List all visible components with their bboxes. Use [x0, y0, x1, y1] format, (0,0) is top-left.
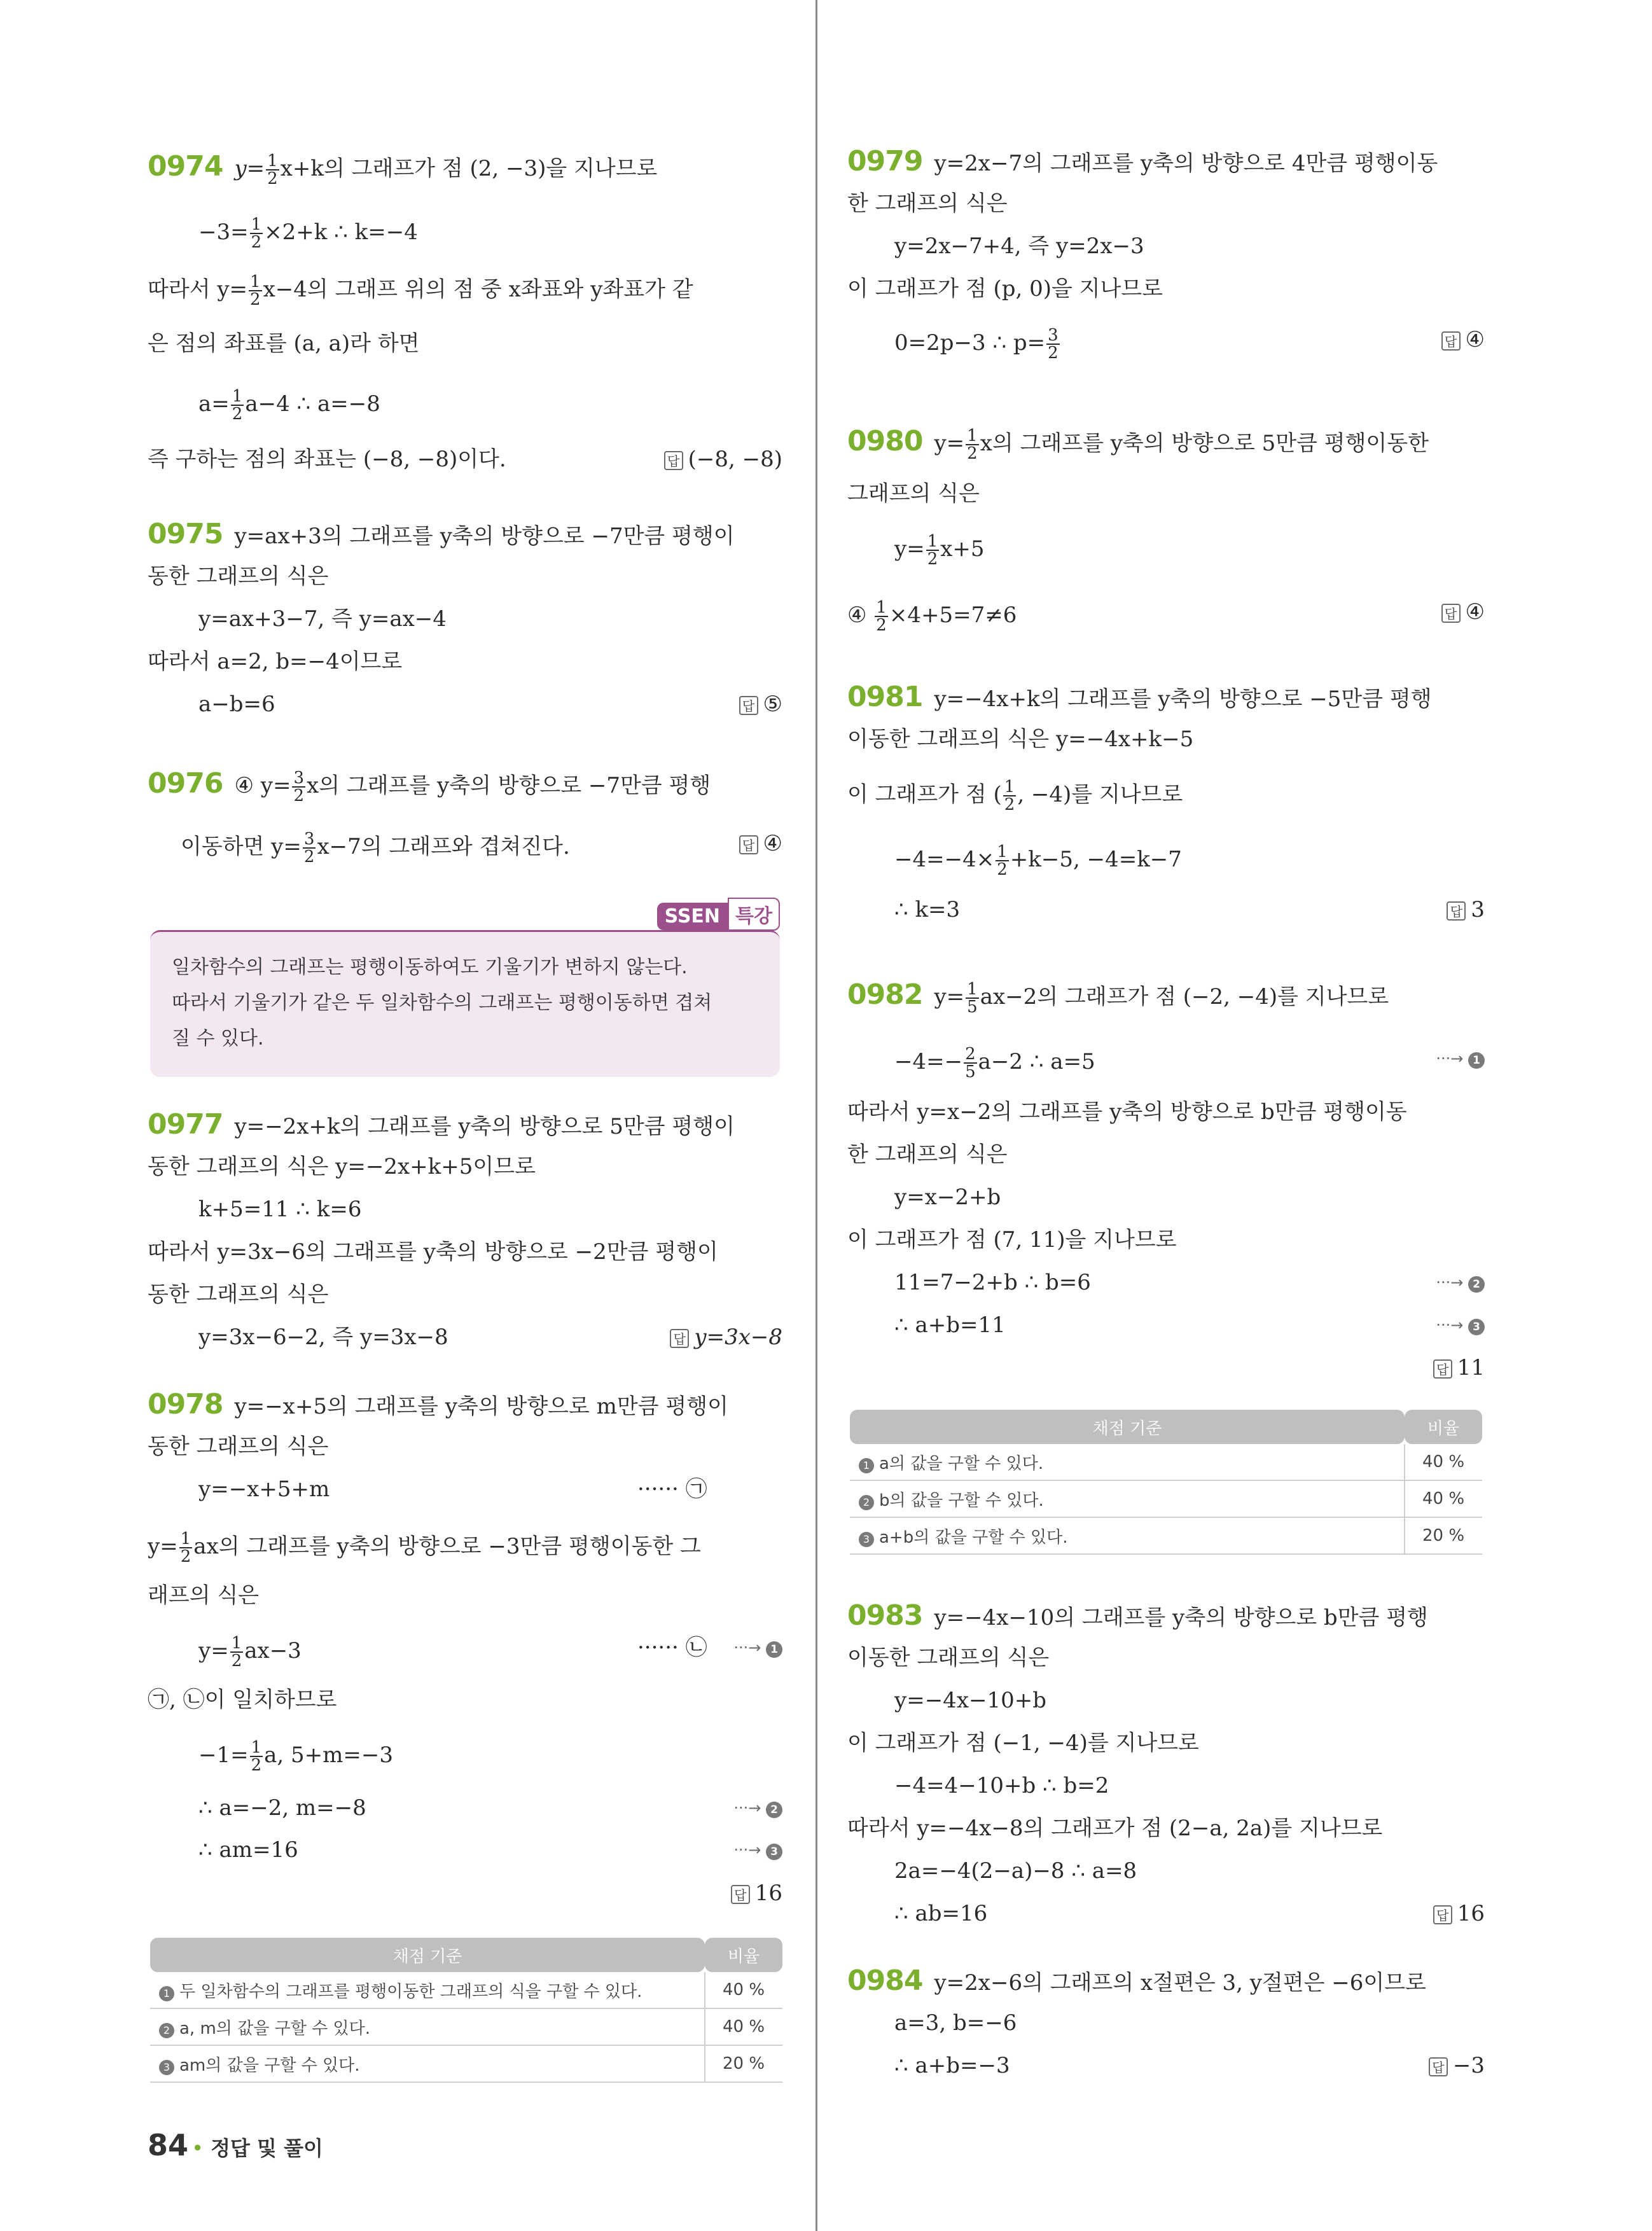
fraction: $\frac{1}{2}$: [232, 387, 243, 424]
answer-icon: 답: [739, 835, 758, 854]
fraction: $\frac{1}{5}$: [967, 980, 978, 1017]
footer-dot: •: [191, 2136, 204, 2160]
fraction: $\frac{3}{2}$: [293, 768, 304, 805]
answer: 답 (−8, −8): [664, 447, 782, 472]
answer: 답 y=3x−8: [670, 1324, 782, 1350]
fraction: $\frac{3}{2}$: [303, 830, 315, 866]
problem-number: 0977: [148, 1108, 223, 1141]
problem-number: 0984: [847, 1964, 923, 1997]
problem-number: 0981: [847, 681, 923, 713]
step-marker: ···→ 2: [1436, 1274, 1485, 1293]
table-row: 2 a, m의 값을 구할 수 있다. 40 %: [150, 2008, 782, 2045]
table-row: 2 b의 값을 구할 수 있다. 40 %: [850, 1480, 1482, 1517]
footer-label: 정답 및 풀이: [211, 2136, 323, 2160]
scoring-table: 채점 기준 비율 1 두 일차함수의 그래프를 평행이동한 그래프의 식을 구할 수 있다. 40 % 2 a, m의 값을 구할 수 있다. 40 % 3 am의 값을 구할 수 있다. 20 %: [150, 1938, 782, 2083]
table-row: 1 두 일차함수의 그래프를 평행이동한 그래프의 식을 구할 수 있다. 40 %: [150, 1972, 782, 2008]
problem-number: 0982: [847, 978, 923, 1011]
problem-number: 0978: [148, 1388, 223, 1421]
answer-icon: 답: [670, 1329, 689, 1348]
answer-icon: 답: [739, 696, 758, 715]
step-marker: ···→ 3: [1436, 1316, 1485, 1335]
answer-icon: 답: [1441, 604, 1461, 623]
answer: 답 16: [1433, 1901, 1485, 1926]
ssen-note-box: SSEN 특강 일차함수의 그래프는 평행이동하여도 기울기가 변하지 않는다. 따라서 기울기가 같은 두 일차함수의 그래프는 평행이동하면 겹쳐 질 수 있다.: [150, 930, 780, 1077]
page-number: 84: [148, 2128, 189, 2162]
fraction: $\frac{1}{2}$: [180, 1529, 191, 1566]
problem-number: 0980: [847, 425, 923, 457]
fraction: $\frac{1}{2}$: [876, 598, 887, 635]
answer: 답 ⑤: [739, 692, 782, 717]
ssen-badge: SSEN 특강: [657, 898, 780, 928]
answer: 답 11: [1433, 1355, 1485, 1380]
problem-number: 0979: [847, 145, 923, 177]
fraction: $\frac{1}{2}$: [967, 426, 978, 463]
step-marker: ···→ 1: [1436, 1050, 1485, 1069]
answer-icon: 답: [1429, 2057, 1448, 2076]
fraction: $\frac{2}{5}$: [965, 1045, 976, 1081]
table-row: 3 am의 값을 구할 수 있다. 20 %: [150, 2045, 782, 2082]
table-row: 3 a+b의 값을 구할 수 있다. 20 %: [850, 1517, 1482, 1554]
column-divider: [816, 0, 817, 2231]
answer: 답 ④: [1441, 599, 1485, 625]
fraction: $\frac{1}{2}$: [250, 272, 261, 309]
fraction: $\frac{1}{2}$: [267, 151, 278, 188]
problem-number: 0983: [847, 1599, 923, 1632]
answer: 답 3: [1447, 897, 1485, 922]
problem-number: 0976: [148, 767, 223, 800]
step-marker: ···→ 1: [733, 1639, 782, 1658]
step-marker: ···→ 3: [733, 1841, 782, 1860]
answer: 답 ④: [739, 831, 782, 856]
fraction: $\frac{1}{2}$: [231, 1634, 242, 1671]
answer-icon: 답: [664, 451, 683, 470]
step-marker: ···→ 2: [733, 1799, 782, 1818]
answer-icon: 답: [1433, 1359, 1452, 1379]
fraction: $\frac{1}{2}$: [997, 842, 1008, 879]
fraction: $\frac{1}{2}$: [1004, 777, 1015, 814]
answer-icon: 답: [1433, 1905, 1452, 1924]
answer: 답 ④: [1441, 327, 1485, 352]
answer-icon: 답: [1447, 901, 1466, 921]
answer: 답 −3: [1429, 2053, 1485, 2078]
fraction: $\frac{1}{2}$: [251, 215, 262, 252]
fraction: $\frac{1}{2}$: [927, 532, 938, 569]
page-footer: [148, 2128, 323, 2162]
table-row: 1 a의 값을 구할 수 있다. 40 %: [850, 1444, 1482, 1480]
fraction: $\frac{3}{2}$: [1048, 326, 1059, 363]
answer-icon: 답: [1441, 331, 1461, 351]
problem-number: 0974: [148, 150, 223, 183]
answer: 답 16: [731, 1880, 782, 1906]
fraction: $\frac{1}{2}$: [251, 1738, 262, 1775]
scoring-table: 채점 기준 비율 1 a의 값을 구할 수 있다. 40 % 2 b의 값을 구할 수 있다. 40 % 3 a+b의 값을 구할 수 있다. 20 %: [850, 1410, 1482, 1555]
answer-icon: 답: [731, 1885, 750, 1904]
problem-number: 0975: [148, 518, 223, 550]
